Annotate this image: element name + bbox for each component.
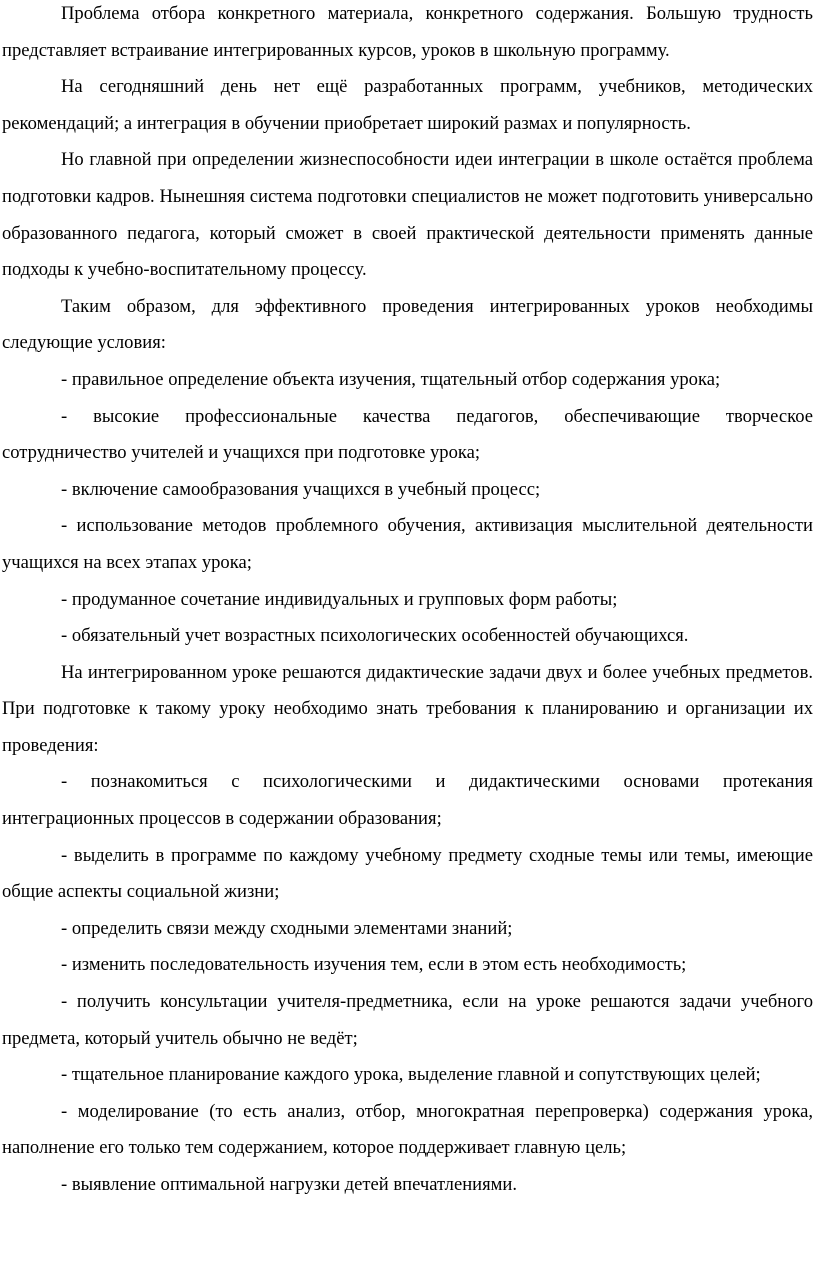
list-item-requirement: - познакомиться с психологическими и дидактическими основами протекания интеграционных процессов в содержании образования; (2, 771, 813, 830)
list-item-requirement: - моделирование (то есть анализ, отбор, многократная перепроверка) содержания урока, наполнение его только тем содержанием, которое поддерживает главную цель; (2, 1100, 813, 1159)
paragraph-staff-training: Но главной при определении жизнеспособности идеи интеграции в школе остаётся проблема подготовки кадров. Нынешняя система подготовки специалистов не может подготовить универсально образованного педагога, который сможет в своей практической деятельности применять данные подходы к учебно-воспитательному процессу. (2, 149, 813, 281)
paragraph-no-programs: На сегодняшний день нет ещё разработанных программ, учебников, методических рекомендаций; а интеграция в обучении приобретает широкий размах и популярность. (2, 76, 813, 134)
paragraph-conditions-intro: Таким образом, для эффективного проведения интегрированных уроков необходимы следующие условия: (2, 295, 813, 354)
list-item-condition: - включение самообразования учащихся в учебный процесс; (61, 478, 541, 500)
list-item-requirement: - изменить последовательность изучения тем, если в этом есть необходимость; (61, 954, 687, 976)
list-item-condition: - обязательный учет возрастных психологических особенностей обучающихся. (61, 625, 689, 647)
list-item-requirement: - выявление оптимальной нагрузки детей впечатлениями. (61, 1174, 518, 1195)
list-item-requirement: - выделить в программе по каждому учебному предмету сходные темы или темы, имеющие общие аспекты социальной жизни; (2, 844, 813, 903)
paragraph-selection-problem: Проблема отбора конкретного материала, конкретного содержания. Большую трудность представляет встраивание интегрированных курсов, уроков в школьную программу. (2, 3, 813, 61)
list-item-condition: - использование методов проблемного обучения, активизация мыслительной деятельности учащихся на всех этапах урока; (2, 515, 813, 573)
list-item-requirement: - определить связи между сходными элементами знаний; (61, 917, 513, 939)
list-item-condition: - правильное определение объекта изучения, тщательный отбор содержания урока; (61, 368, 721, 390)
list-item-condition: - продуманное сочетание индивидуальных и групповых форм работы; (61, 588, 618, 610)
list-item-condition: - высокие профессиональные качества педагогов, обеспечивающие творческое сотрудничество учителей и учащихся при подготовке урока; (2, 405, 813, 464)
paragraph-requirements-intro: На интегрированном уроке решаются дидактические задачи двух и более учебных предметов. При подготовке к такому уроку необходимо знать требования к планированию и организации их проведения: (2, 661, 813, 756)
list-item-requirement: - тщательное планирование каждого урока, выделение главной и сопутствующих целей; (61, 1064, 761, 1086)
list-item-requirement: - получить консультации учителя-предметника, если на уроке решаются задачи учебного предмета, который учитель обычно не ведёт; (2, 991, 813, 1049)
